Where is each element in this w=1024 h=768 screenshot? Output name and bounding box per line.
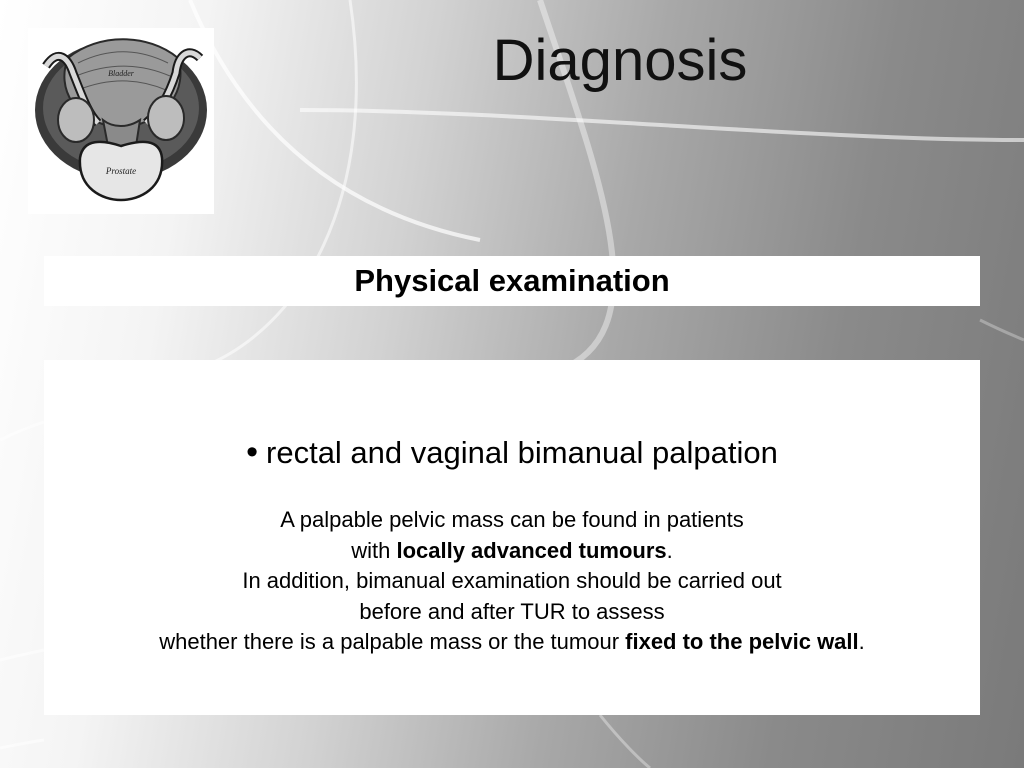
bullet-text: rectal and vaginal bimanual palpation [266, 435, 778, 470]
slide-title: Diagnosis [492, 28, 748, 93]
body-line-2 [44, 536, 980, 567]
bullet-item [44, 432, 980, 473]
body-line-5 [44, 627, 980, 658]
prostate-label: Prostate [105, 166, 137, 176]
emphasis-fixed-pelvic-wall: fixed to the pelvic wall [625, 629, 859, 654]
emphasis-locally-advanced: locally advanced tumours [396, 537, 667, 563]
body-line-3 [44, 566, 980, 597]
bladder-label: Bladder [108, 69, 134, 78]
bladder-prostate-illustration [28, 28, 214, 214]
subtitle-text: Physical examination [354, 263, 670, 298]
body-paragraph [44, 505, 980, 658]
body-text-4: before and after TUR to assess [359, 598, 665, 624]
body-text-2a: with [351, 537, 397, 563]
body-line-4 [44, 597, 980, 628]
body-text-1: A palpable pelvic mass can be found in patients [280, 507, 744, 532]
body-text-2c: . [666, 537, 673, 563]
bullet-icon: • [246, 433, 259, 471]
body-text-3: In addition, bimanual examination should be carried out [242, 568, 782, 593]
body-text-5c: . [858, 629, 865, 654]
body-text-5a: whether there is a palpable mass or the tumour [159, 629, 626, 654]
body-line-1 [44, 505, 980, 536]
anatomy-drawing [28, 28, 214, 214]
content-box [44, 360, 980, 715]
subtitle-box [44, 256, 980, 306]
